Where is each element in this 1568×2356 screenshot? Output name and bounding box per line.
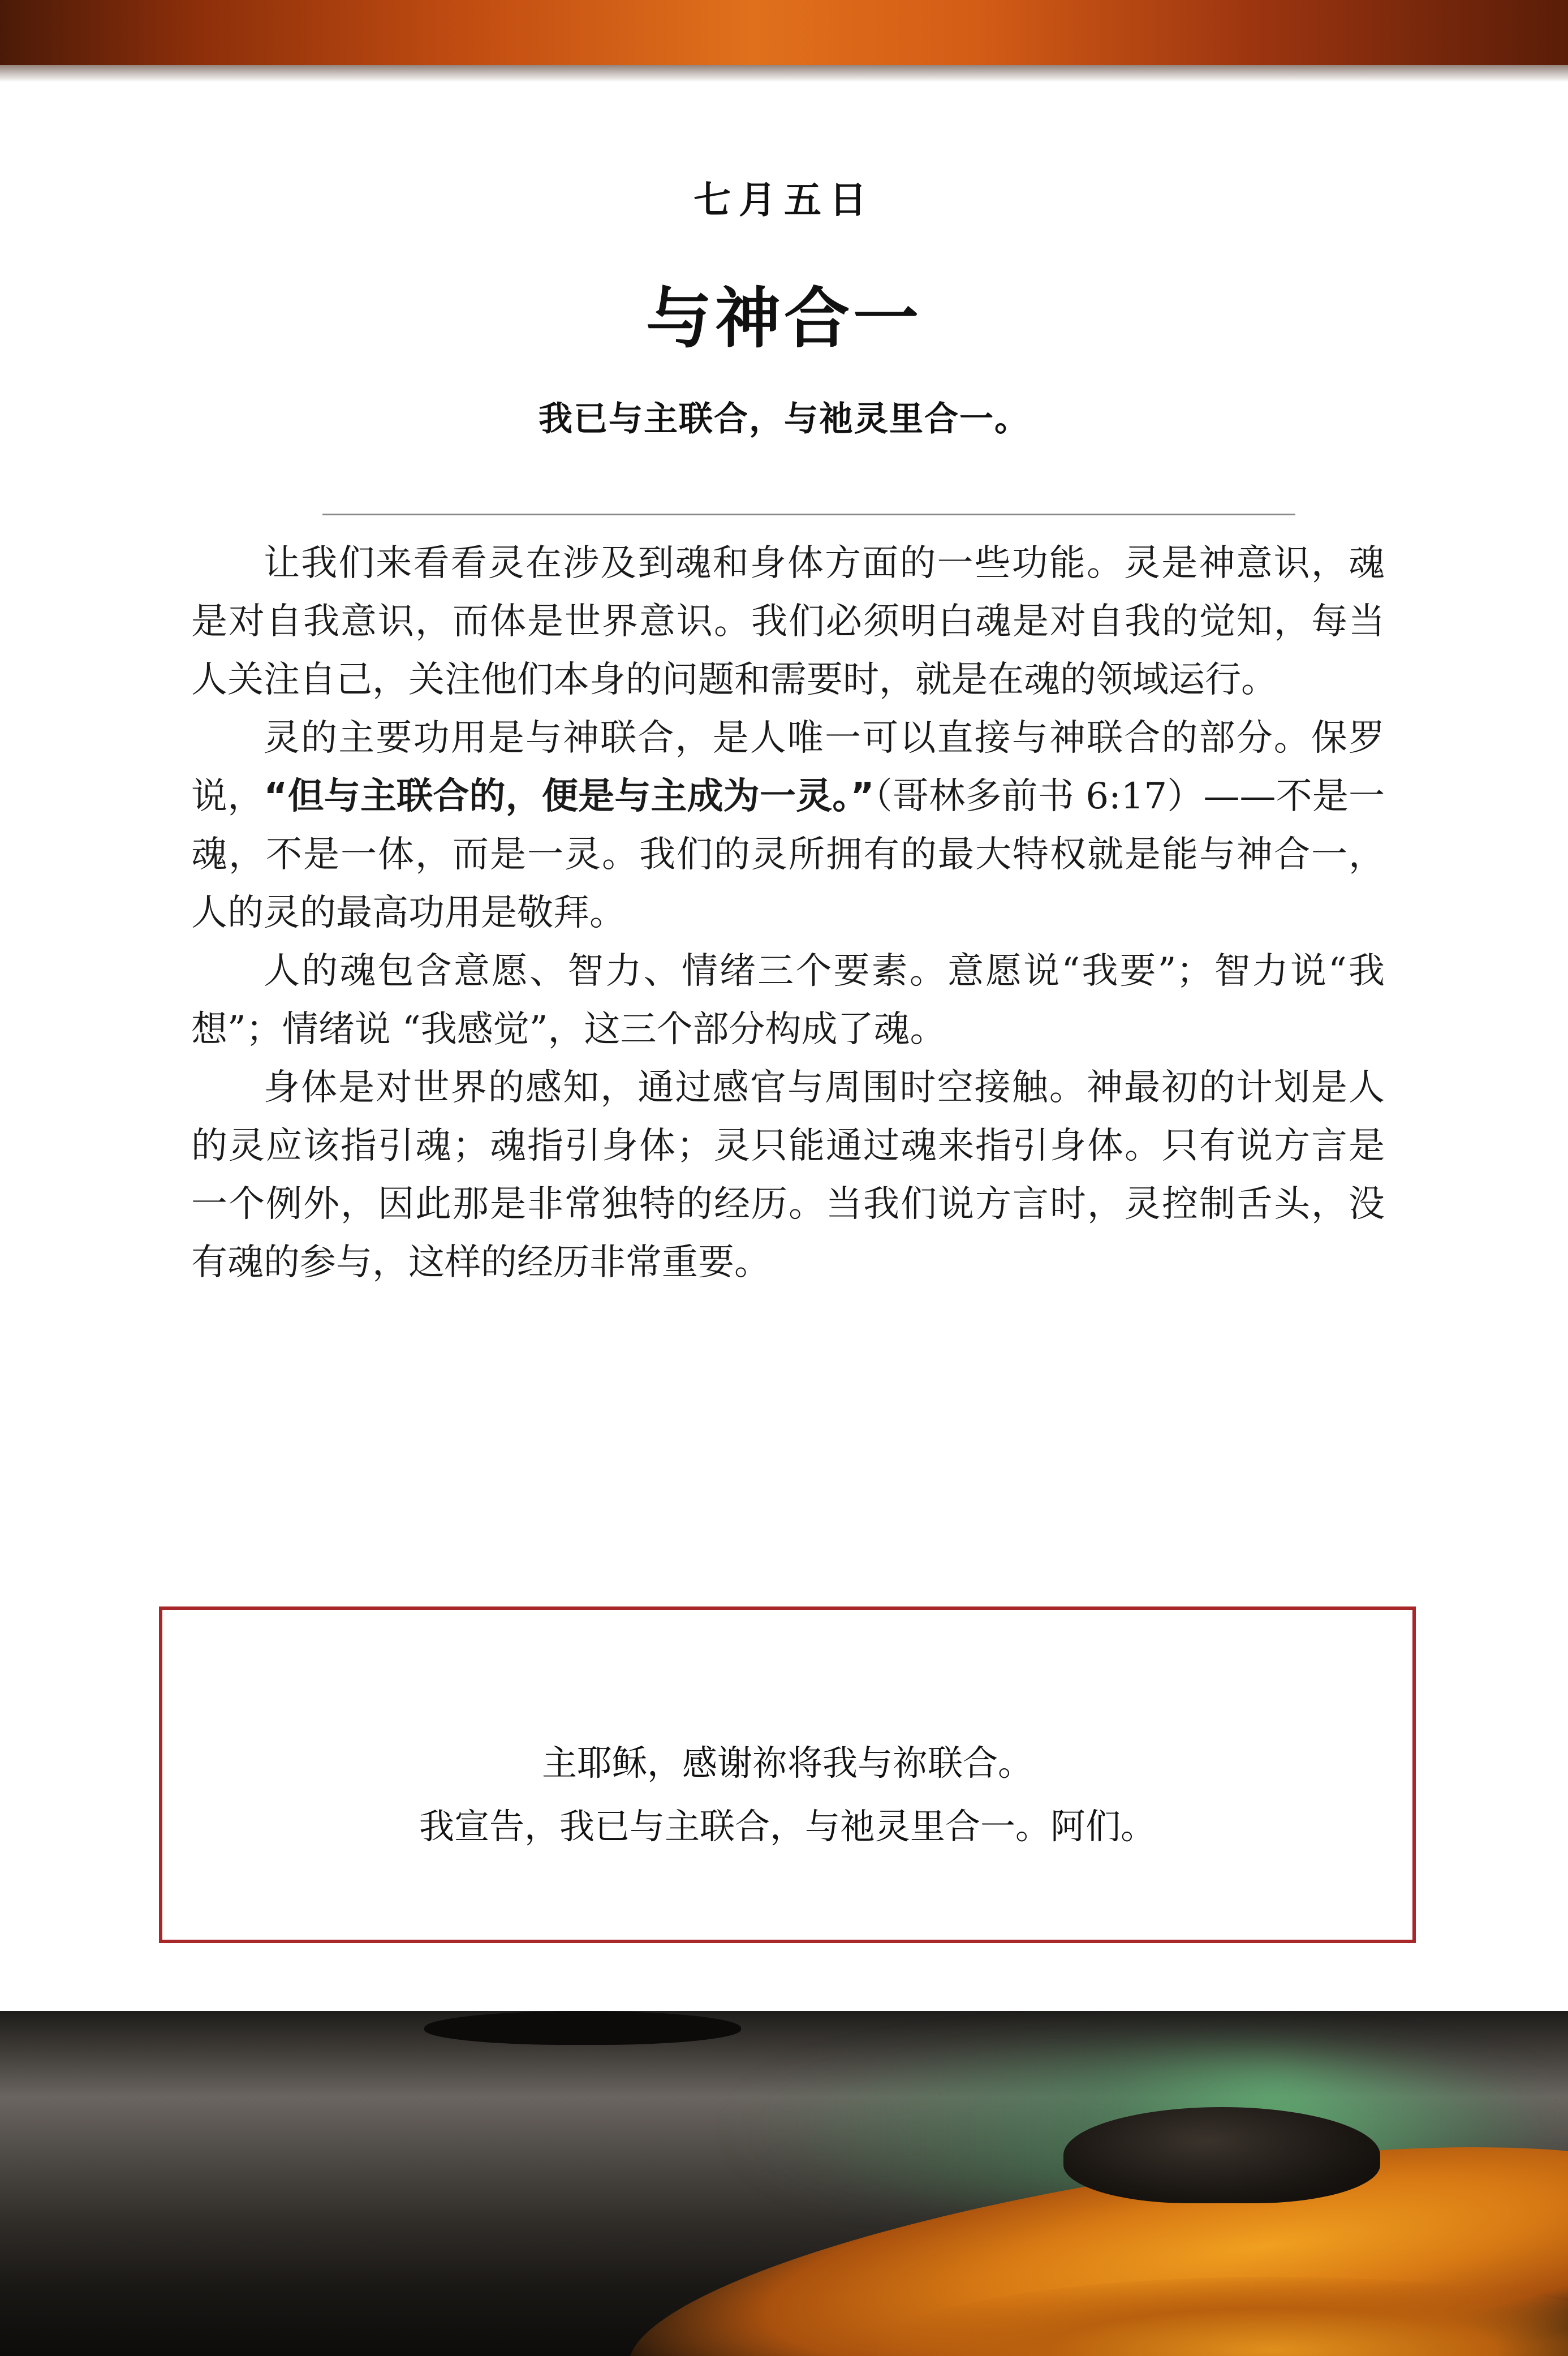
prayer-line-1: 主耶稣，感谢祢将我与祢联合。 bbox=[541, 1742, 1033, 1784]
prayer-line-2: 我宣告，我已与主联合，与祂灵里合一。阿们。 bbox=[419, 1806, 1156, 1847]
top-sunset-band bbox=[0, 0, 1568, 65]
scripture-quote: “但与主联合的，便是与主成为一灵。” bbox=[264, 776, 875, 817]
paragraph-4: 身体是对世界的感知，通过感官与周围时空接触。神最初的计划是人的灵应该指引魂；魂指引身体；灵只能通过魂来指引身体。只有说方言是一个例外，因此那是非常独特的经历。当我们说方言时，灵控制舌头，没有魂的参与，这样的经历非常重要。 bbox=[191, 1067, 1385, 1283]
distant-island bbox=[424, 2011, 741, 2045]
rock-island bbox=[1063, 2107, 1380, 2203]
prayer-box bbox=[159, 1606, 1416, 1943]
page-subtitle: 我已与主联合，与祂灵里合一。 bbox=[539, 399, 1029, 439]
body-text bbox=[191, 535, 1385, 1292]
prayer-text bbox=[162, 1732, 1412, 1858]
paragraph-3: 人的魂包含意愿、智力、情绪三个要素。意愿说“我要”；智力说“我想”；情绪说 “我感觉”，这三个部分构成了魂。 bbox=[191, 950, 1385, 1050]
divider-line bbox=[322, 514, 1295, 515]
paragraph-2-lead: 灵的主要功用是与神联合，是人唯一可以直接与神联合的部分。保罗说， bbox=[191, 717, 1385, 817]
paragraph-2 bbox=[191, 709, 1385, 942]
landscape-image bbox=[0, 2011, 1568, 2356]
paragraph-1: 让我们来看看灵在涉及到魂和身体方面的一些功能。灵是神意识，魂是对自我意识，而体是世界意识。我们必须明白魂是对自我的觉知，每当人关注自己，关注他们本身的问题和需要时，就是在魂的领域运行。 bbox=[191, 542, 1385, 701]
page-title: 与神合一 bbox=[646, 281, 922, 357]
page-date: 七月五日 bbox=[693, 178, 875, 222]
paragraph-2-tail: （哥林多前书 6:17）——不是一魂，不是一体，而是一灵。我们的灵所拥有的最大特权就是能与神合一，人的灵的最高功用是敬拜。 bbox=[191, 776, 1385, 934]
